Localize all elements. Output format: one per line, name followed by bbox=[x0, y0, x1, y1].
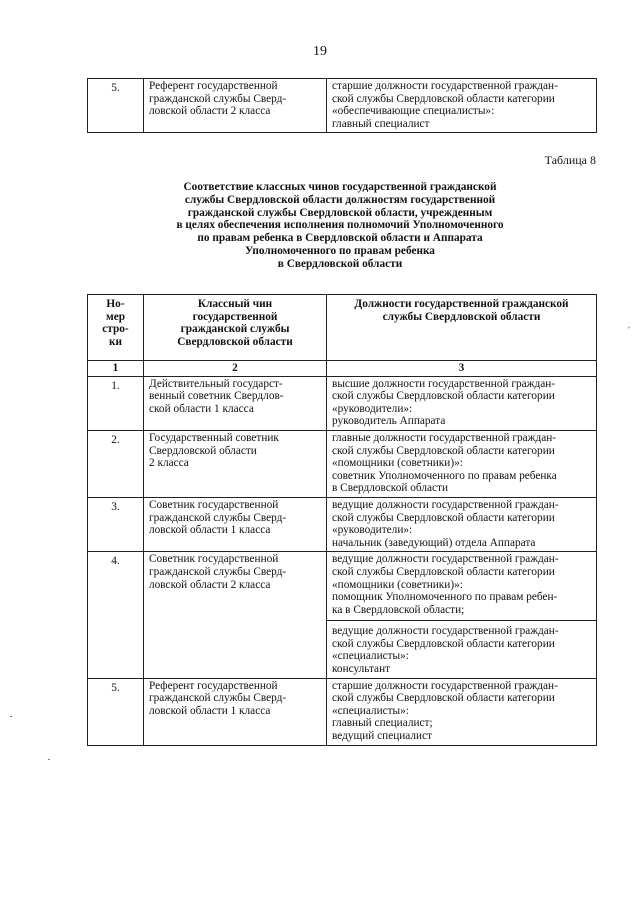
text-line: советник Уполномоченного по правам ребенка bbox=[332, 469, 557, 482]
rank-cell bbox=[144, 678, 327, 745]
text-line: «специалисты»: bbox=[332, 650, 409, 663]
rank-cell bbox=[144, 497, 327, 551]
text-line: ской службы Свердловской области категории bbox=[332, 637, 555, 650]
text-line: главный специалист; bbox=[332, 717, 433, 730]
table-body bbox=[88, 376, 597, 745]
row-number: 2. bbox=[88, 430, 144, 497]
rank-cell bbox=[144, 376, 327, 430]
text-line: 2 класса bbox=[149, 457, 189, 470]
positions-cell bbox=[327, 430, 597, 497]
text-line: ской службы Свердловской области категории bbox=[332, 390, 555, 403]
text-line: Советник государственной bbox=[149, 553, 279, 566]
scan-mark bbox=[628, 326, 630, 328]
text-line: Свердловской области bbox=[149, 444, 257, 457]
title-line: в Свердловской области bbox=[277, 257, 403, 270]
positions-cell bbox=[327, 497, 597, 551]
title-line: Уполномоченного по правам ребенка bbox=[245, 244, 435, 257]
text-line: Государственный советник bbox=[149, 431, 279, 444]
title-line: службы Свердловской области должностям государственной bbox=[184, 193, 496, 206]
text-line: венный советник Свердлов- bbox=[149, 390, 284, 403]
text-line: «руководители»: bbox=[332, 524, 413, 537]
text-line: главные должности государственной граждан- bbox=[332, 431, 557, 444]
text-line: ведущий специалист bbox=[332, 730, 433, 743]
position-group bbox=[332, 499, 591, 549]
table-row bbox=[88, 678, 597, 745]
text-line: гражданской службы Сверд- bbox=[149, 692, 287, 705]
table-caption: Таблица 8 bbox=[544, 153, 596, 167]
text-line: ской службы Свердловской области категории bbox=[332, 444, 555, 457]
text-line: ведущие должности государственной граждан- bbox=[332, 625, 559, 638]
continuation-table bbox=[87, 78, 597, 133]
scan-mark bbox=[10, 716, 12, 717]
text-line: ловской области 2 класса bbox=[149, 105, 271, 118]
text-line: Референт государственной bbox=[149, 679, 278, 692]
text-line: гражданской службы Сверд- bbox=[149, 511, 287, 524]
column-index: 3 bbox=[327, 361, 597, 377]
text-line: ской службы Свердловской области категории bbox=[332, 511, 555, 524]
position-group bbox=[332, 680, 591, 743]
text-line: ской службы Свердловской области категории bbox=[332, 692, 555, 705]
rank-cell bbox=[144, 552, 327, 678]
header-row bbox=[88, 295, 597, 361]
position-group bbox=[327, 620, 596, 675]
rank-correspondence-table bbox=[87, 294, 597, 746]
scan-mark bbox=[48, 759, 50, 760]
rank-cell bbox=[144, 79, 327, 133]
row-number: 4. bbox=[88, 552, 144, 678]
row-number: 1. bbox=[88, 376, 144, 430]
text-line: «специалисты»: bbox=[332, 704, 409, 717]
positions-cell bbox=[327, 376, 597, 430]
text-line: консультант bbox=[332, 663, 391, 676]
text-line: ловской области 1 класса bbox=[149, 524, 271, 537]
column-index: 1 bbox=[88, 361, 144, 377]
text-line: гражданской службы Сверд- bbox=[149, 565, 287, 578]
text-line: ка в Свердловской области; bbox=[332, 603, 465, 616]
position-group bbox=[332, 432, 591, 495]
rank-cell bbox=[144, 430, 327, 497]
text-line: «руководители»: bbox=[332, 402, 413, 415]
text-line: ловской области 2 класса bbox=[149, 578, 271, 591]
text-line: старшие должности государственной граждан- bbox=[332, 80, 558, 92]
table-title bbox=[130, 181, 550, 271]
position-group bbox=[332, 378, 591, 428]
row-number: 3. bbox=[88, 497, 144, 551]
text-line: ской службы Свердловской области категории bbox=[332, 92, 555, 105]
text-line: Референт государственной bbox=[149, 80, 278, 92]
positions-cell bbox=[327, 678, 597, 745]
text-line: помощник Уполномоченного по правам ребен- bbox=[332, 591, 558, 604]
text-line: ской службы Свердловской области категории bbox=[332, 565, 555, 578]
text-line: Советник государственной bbox=[149, 498, 279, 511]
text-line: «обеспечивающие специалисты»: bbox=[332, 105, 495, 118]
table-row bbox=[88, 552, 597, 678]
row-number: 5. bbox=[88, 678, 144, 745]
column-index: 2 bbox=[144, 361, 327, 377]
title-line: в целях обеспечения исполнения полномочий Уполномоченного bbox=[176, 219, 504, 232]
text-line: ведущие должности государственной граждан- bbox=[332, 498, 559, 511]
table-row bbox=[88, 430, 597, 497]
text-line: в Свердловской области bbox=[332, 482, 448, 495]
title-line: по правам ребенка в Свердловской области и Аппарата bbox=[197, 232, 483, 245]
title-line: гражданской службы Свердловской области, учрежденным bbox=[187, 206, 493, 219]
table-row bbox=[88, 376, 597, 430]
text-line: ведущие должности государственной граждан- bbox=[332, 553, 559, 566]
text-line: ской области 1 класса bbox=[149, 402, 254, 415]
positions-cell bbox=[327, 552, 597, 678]
text-line: Действительный государст- bbox=[149, 377, 283, 390]
row-number: 5. bbox=[88, 79, 144, 133]
page-number: 19 bbox=[313, 44, 327, 59]
table-row bbox=[88, 79, 597, 133]
text-line: главный специалист bbox=[332, 117, 430, 130]
position-group bbox=[332, 553, 591, 616]
title-line: Соответствие классных чинов государственной гражданской bbox=[183, 181, 497, 193]
text-line: руководитель Аппарата bbox=[332, 415, 446, 428]
text-line: высшие должности государственной граждан- bbox=[332, 377, 556, 390]
text-line: гражданской службы Сверд- bbox=[149, 92, 287, 105]
text-line: ловской области 1 класса bbox=[149, 704, 271, 717]
text-line: начальник (заведующий) отдела Аппарата bbox=[332, 536, 536, 549]
text-line: старшие должности государственной граждан- bbox=[332, 679, 558, 692]
header-positions: Должности государственной гражданской службы Свердловской области bbox=[327, 295, 597, 361]
text-line: «помощники (советники)»: bbox=[332, 578, 463, 591]
column-index-row bbox=[88, 361, 597, 377]
header-row-number: Но- мер стро- ки bbox=[88, 295, 144, 361]
text-line: «помощники (советники)»: bbox=[332, 457, 463, 470]
header-rank: Классный чин государственной гражданской службы Свердловской области bbox=[144, 295, 327, 361]
table-row bbox=[88, 497, 597, 551]
positions-cell bbox=[327, 79, 597, 133]
